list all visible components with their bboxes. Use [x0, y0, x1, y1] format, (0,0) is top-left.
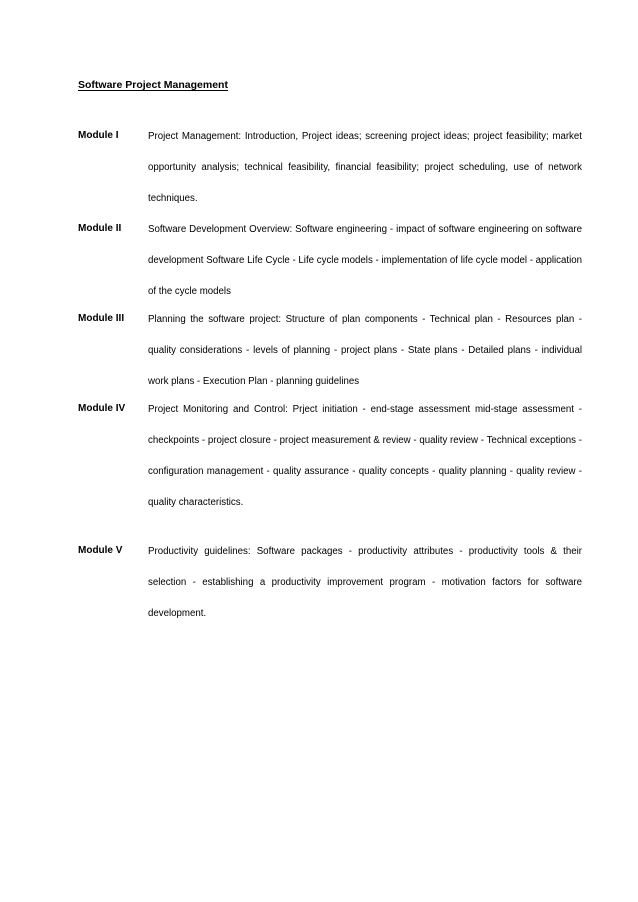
module-label: Module II	[78, 223, 122, 234]
module-label: Module I	[78, 130, 119, 141]
module-description: Project Monitoring and Control: Prject initiation - end-stage assessment mid-stage assessment - checkpoints - project closure - project measurement & review - quality review - Technical exceptions - configuration management - quality assurance - quality concepts - quality planning - quality review - quality characteristics.	[148, 403, 582, 508]
module-description: Project Management: Introduction, Project ideas; screening project ideas; project feasibility; market opportunity analysis; technical feasibility, financial feasibility; project scheduling, use of network techniques.	[148, 130, 582, 204]
module-label: Module V	[78, 545, 123, 556]
module-label: Module IV	[78, 403, 126, 414]
module-description: Productivity guidelines: Software packages - productivity attributes - productivity tools & their selection - establishing a productivity improvement program - motivation factors for software development.	[148, 545, 582, 619]
module-description: Planning the software project: Structure of plan components - Technical plan - Resources plan - quality considerations - levels of planning - project plans - State plans - Detailed plans - individual work plans - Execution Plan - planning guidelines	[148, 313, 582, 387]
module-description: Software Development Overview: Software engineering - impact of software engineering on software development Software Life Cycle - Life cycle models - implementation of life cycle model - application of the cycle models	[148, 223, 582, 297]
document-title: Software Project Management	[78, 79, 228, 91]
module-label: Module III	[78, 313, 125, 324]
